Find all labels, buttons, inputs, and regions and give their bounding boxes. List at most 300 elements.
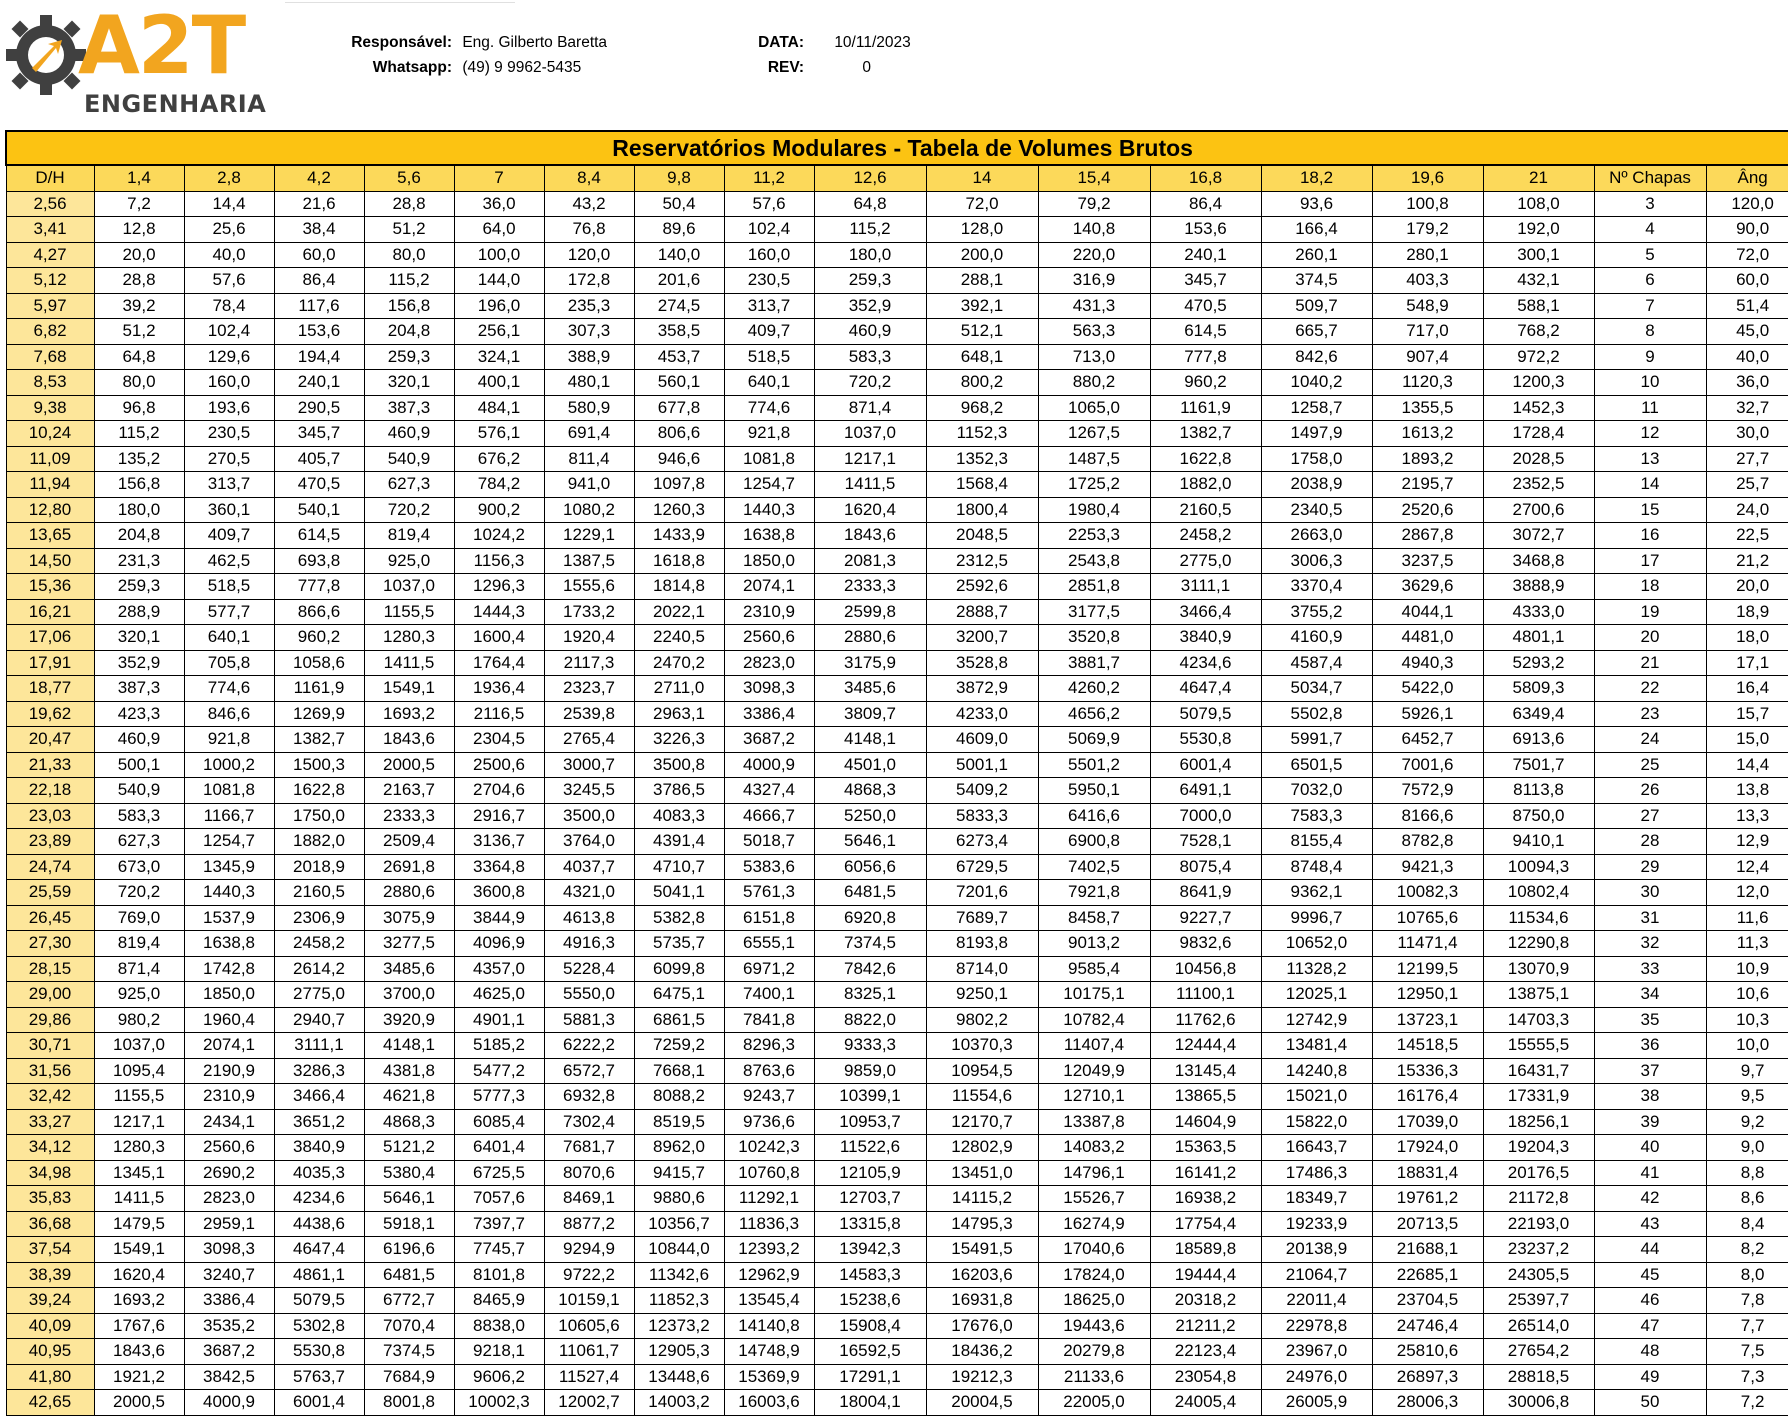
table-row: [6, 701, 1788, 727]
table-cell: 1095,4: [94, 1058, 184, 1084]
table-cell: 665,7: [1261, 319, 1372, 345]
table-cell: 1555,6: [544, 574, 634, 600]
table-cell: 5926,1: [1372, 701, 1483, 727]
table-cell: 2074,1: [724, 574, 814, 600]
table-cell: 11522,6: [814, 1135, 926, 1161]
table-cell: 1097,8: [634, 472, 724, 498]
table-cell: 6: [1594, 268, 1706, 294]
table-cell: 4000,9: [724, 752, 814, 778]
table-cell: 1229,1: [544, 523, 634, 549]
table-cell: 2959,1: [184, 1211, 274, 1237]
table-cell: 1882,0: [1150, 472, 1261, 498]
table-cell: 3520,8: [1038, 625, 1150, 651]
table-cell: 8001,8: [364, 1390, 454, 1416]
table-cell: 1166,7: [184, 803, 274, 829]
table-cell: 460,9: [364, 421, 454, 447]
table-cell: 2599,8: [814, 599, 926, 625]
table-cell: 705,8: [184, 650, 274, 676]
table-cell: 6971,2: [724, 956, 814, 982]
table-cell: 2333,3: [364, 803, 454, 829]
table-cell: 7583,3: [1261, 803, 1372, 829]
table-cell: 11342,6: [634, 1262, 724, 1288]
table-cell: 2509,4: [364, 829, 454, 855]
table-cell: 20138,9: [1261, 1237, 1372, 1263]
table-cell: 115,2: [814, 217, 926, 243]
table-cell: 4321,0: [544, 880, 634, 906]
table-cell: 2306,9: [274, 905, 364, 931]
table-cell: 12393,2: [724, 1237, 814, 1263]
table-cell: 2823,0: [724, 650, 814, 676]
table-cell: 980,2: [94, 1007, 184, 1033]
table-cell: 1037,0: [94, 1033, 184, 1059]
table-cell: 6725,5: [454, 1160, 544, 1186]
table-cell: 9585,4: [1038, 956, 1150, 982]
table-cell: 24,0: [1706, 497, 1788, 523]
table-cell: 4044,1: [1372, 599, 1483, 625]
table-cell: 2018,9: [274, 854, 364, 880]
table-cell: 509,7: [1261, 293, 1372, 319]
table-cell: 1920,4: [544, 625, 634, 651]
table-cell: 1638,8: [184, 931, 274, 957]
table-row: [6, 854, 1788, 880]
table-row: [6, 548, 1788, 574]
table-cell: 3485,6: [364, 956, 454, 982]
table-cell: 1024,2: [454, 523, 544, 549]
diameter-cell: 40,09: [6, 1313, 94, 1339]
table-cell: 8,0: [1706, 1262, 1788, 1288]
table-cell: 3500,8: [634, 752, 724, 778]
table-cell: 2775,0: [274, 982, 364, 1008]
table-cell: 25: [1594, 752, 1706, 778]
table-cell: 1549,1: [364, 676, 454, 702]
table-cell: 968,2: [926, 395, 1038, 421]
table-cell: 12950,1: [1372, 982, 1483, 1008]
table-cell: 5918,1: [364, 1211, 454, 1237]
table-cell: 40: [1594, 1135, 1706, 1161]
column-header: 15,4: [1038, 165, 1150, 191]
table-cell: 580,9: [544, 395, 634, 421]
whatsapp-label: Whatsapp:: [372, 59, 452, 76]
table-cell: 8822,0: [814, 1007, 926, 1033]
table-cell: 27: [1594, 803, 1706, 829]
table-cell: 86,4: [274, 268, 364, 294]
table-cell: 693,8: [274, 548, 364, 574]
table-cell: 194,4: [274, 344, 364, 370]
table-cell: 4501,0: [814, 752, 926, 778]
table-cell: 6481,5: [814, 880, 926, 906]
table-cell: 5646,1: [364, 1186, 454, 1212]
table-cell: 25397,7: [1483, 1288, 1594, 1314]
rev-label: REV:: [767, 59, 804, 76]
table-cell: 47: [1594, 1313, 1706, 1339]
table-cell: 19444,4: [1150, 1262, 1261, 1288]
table-cell: 115,2: [364, 268, 454, 294]
table-cell: 9832,6: [1150, 931, 1261, 957]
table-cell: 563,3: [1038, 319, 1150, 345]
table-cell: 2614,2: [274, 956, 364, 982]
table-cell: 39,2: [94, 293, 184, 319]
table-cell: 17040,6: [1038, 1237, 1150, 1263]
table-cell: 22005,0: [1038, 1390, 1150, 1416]
table-cell: 4438,6: [274, 1211, 364, 1237]
table-cell: 3840,9: [274, 1135, 364, 1161]
table-cell: 7: [1594, 293, 1706, 319]
table-cell: 3386,4: [184, 1288, 274, 1314]
table-cell: 11762,6: [1150, 1007, 1261, 1033]
table-cell: 3872,9: [926, 676, 1038, 702]
table-cell: 4656,2: [1038, 701, 1150, 727]
table-cell: 14604,9: [1150, 1109, 1261, 1135]
table-cell: 2823,0: [184, 1186, 274, 1212]
table-cell: 3466,4: [274, 1084, 364, 1110]
table-cell: 5079,5: [274, 1288, 364, 1314]
table-cell: 8,4: [1706, 1211, 1788, 1237]
table-cell: 6861,5: [634, 1007, 724, 1033]
table-cell: 3651,2: [274, 1109, 364, 1135]
table-cell: 14240,8: [1261, 1058, 1372, 1084]
table-cell: 5228,4: [544, 956, 634, 982]
table-cell: 14: [1594, 472, 1706, 498]
table-cell: 2160,5: [274, 880, 364, 906]
table-row: [6, 778, 1788, 804]
table-cell: 3466,4: [1150, 599, 1261, 625]
table-cell: 866,6: [274, 599, 364, 625]
table-cell: 23704,5: [1372, 1288, 1483, 1314]
table-cell: 31: [1594, 905, 1706, 931]
table-cell: 22685,1: [1372, 1262, 1483, 1288]
table-cell: 15021,0: [1261, 1084, 1372, 1110]
column-header: 4,2: [274, 165, 364, 191]
table-cell: 316,9: [1038, 268, 1150, 294]
table-cell: 484,1: [454, 395, 544, 421]
table-cell: 40,0: [1706, 344, 1788, 370]
table-cell: 431,3: [1038, 293, 1150, 319]
table-cell: 25,6: [184, 217, 274, 243]
table-row: [6, 1109, 1788, 1135]
table-cell: 4148,1: [364, 1033, 454, 1059]
table-cell: 38,4: [274, 217, 364, 243]
table-cell: 22: [1594, 676, 1706, 702]
table-cell: 19: [1594, 599, 1706, 625]
diameter-cell: 26,45: [6, 905, 94, 931]
table-cell: 24005,4: [1150, 1390, 1261, 1416]
diameter-cell: 11,09: [6, 446, 94, 472]
table-cell: 11554,6: [926, 1084, 1038, 1110]
table-cell: 17291,1: [814, 1364, 926, 1390]
table-cell: 14748,9: [724, 1339, 814, 1365]
table-cell: 230,5: [184, 421, 274, 447]
diameter-cell: 6,82: [6, 319, 94, 345]
table-cell: 140,8: [1038, 217, 1150, 243]
logo-subtitle: ENGENHARIA: [84, 90, 267, 118]
table-cell: 392,1: [926, 293, 1038, 319]
table-cell: 27,7: [1706, 446, 1788, 472]
table-cell: 21: [1594, 650, 1706, 676]
table-cell: 7,8: [1706, 1288, 1788, 1314]
table-cell: 1161,9: [274, 676, 364, 702]
diameter-cell: 18,77: [6, 676, 94, 702]
table-cell: 2916,7: [454, 803, 544, 829]
table-cell: 453,7: [634, 344, 724, 370]
table-cell: 10370,3: [926, 1033, 1038, 1059]
table-cell: 8088,2: [634, 1084, 724, 1110]
table-cell: 11852,3: [634, 1288, 724, 1314]
table-cell: 20176,5: [1483, 1160, 1594, 1186]
table-cell: 13481,4: [1261, 1033, 1372, 1059]
table-cell: 12,9: [1706, 829, 1788, 855]
table-cell: 7528,1: [1150, 829, 1261, 855]
diameter-cell: 29,86: [6, 1007, 94, 1033]
table-cell: 871,4: [814, 395, 926, 421]
table-cell: 12905,3: [634, 1339, 724, 1365]
diameter-cell: 15,36: [6, 574, 94, 600]
table-cell: 2310,9: [724, 599, 814, 625]
table-cell: 2240,5: [634, 625, 724, 651]
column-header: 1,4: [94, 165, 184, 191]
table-cell: 25810,6: [1372, 1339, 1483, 1365]
table-cell: 5018,7: [724, 829, 814, 855]
table-cell: 16938,2: [1150, 1186, 1261, 1212]
diameter-cell: 23,03: [6, 803, 94, 829]
table-cell: 2310,9: [184, 1084, 274, 1110]
table-cell: 78,4: [184, 293, 274, 319]
table-cell: 196,0: [454, 293, 544, 319]
table-cell: 32,7: [1706, 395, 1788, 421]
table-cell: 1280,3: [94, 1135, 184, 1161]
table-cell: 409,7: [724, 319, 814, 345]
table-cell: 45,0: [1706, 319, 1788, 345]
table-cell: 640,1: [724, 370, 814, 396]
table-cell: 470,5: [1150, 293, 1261, 319]
table-cell: 3098,3: [724, 676, 814, 702]
diameter-cell: 42,65: [6, 1390, 94, 1416]
table-cell: 5380,4: [364, 1160, 454, 1186]
table-cell: 3000,7: [544, 752, 634, 778]
table-cell: 39: [1594, 1109, 1706, 1135]
table-cell: 12290,8: [1483, 931, 1594, 957]
volume-table-container: [5, 130, 1788, 1416]
table-row: [6, 1339, 1788, 1365]
table-cell: 9722,2: [544, 1262, 634, 1288]
table-row: [6, 268, 1788, 294]
table-cell: 72,0: [926, 191, 1038, 217]
page-header: [0, 0, 1788, 128]
table-cell: 14003,2: [634, 1390, 724, 1416]
table-cell: 12,4: [1706, 854, 1788, 880]
table-cell: 8877,2: [544, 1211, 634, 1237]
table-cell: 11534,6: [1483, 905, 1594, 931]
table-cell: 260,1: [1261, 242, 1372, 268]
table-cell: 22978,8: [1261, 1313, 1372, 1339]
diameter-cell: 5,12: [6, 268, 94, 294]
table-cell: 10002,3: [454, 1390, 544, 1416]
table-cell: 140,0: [634, 242, 724, 268]
table-cell: 1725,2: [1038, 472, 1150, 498]
table-cell: 21211,2: [1150, 1313, 1261, 1339]
table-cell: 26005,9: [1261, 1390, 1372, 1416]
table-cell: 1728,4: [1483, 421, 1594, 447]
table-cell: 720,2: [94, 880, 184, 906]
table-cell: 4234,6: [274, 1186, 364, 1212]
table-cell: 28,8: [364, 191, 454, 217]
column-header: 5,6: [364, 165, 454, 191]
diameter-cell: 34,98: [6, 1160, 94, 1186]
table-cell: 7201,6: [926, 880, 1038, 906]
table-cell: 2000,5: [94, 1390, 184, 1416]
table-cell: 4916,3: [544, 931, 634, 957]
table-cell: 64,8: [814, 191, 926, 217]
table-cell: 3920,9: [364, 1007, 454, 1033]
table-cell: 806,6: [634, 421, 724, 447]
table-cell: 7374,5: [814, 931, 926, 957]
table-cell: 4613,8: [544, 905, 634, 931]
responsavel-value: Eng. Gilberto Baretta: [462, 34, 608, 51]
table-cell: 540,9: [94, 778, 184, 804]
table-cell: 768,2: [1483, 319, 1594, 345]
table-cell: 10782,4: [1038, 1007, 1150, 1033]
table-cell: 6401,4: [454, 1135, 544, 1161]
table-cell: 8465,9: [454, 1288, 544, 1314]
table-cell: 8101,8: [454, 1262, 544, 1288]
table-cell: 15526,7: [1038, 1186, 1150, 1212]
table-cell: 8763,6: [724, 1058, 814, 1084]
table-cell: 14115,2: [926, 1186, 1038, 1212]
table-cell: 588,1: [1483, 293, 1594, 319]
table-cell: 7402,5: [1038, 854, 1150, 880]
table-cell: 2663,0: [1261, 523, 1372, 549]
table-cell: 26897,3: [1372, 1364, 1483, 1390]
table-cell: 180,0: [814, 242, 926, 268]
table-cell: 8782,8: [1372, 829, 1483, 855]
table-cell: 42: [1594, 1186, 1706, 1212]
table-cell: 358,5: [634, 319, 724, 345]
table-cell: 3177,5: [1038, 599, 1150, 625]
table-cell: 8155,4: [1261, 829, 1372, 855]
table-cell: 7001,6: [1372, 752, 1483, 778]
table-cell: 36,0: [454, 191, 544, 217]
table-cell: 5991,7: [1261, 727, 1372, 753]
table-cell: 12373,2: [634, 1313, 724, 1339]
diameter-cell: 23,89: [6, 829, 94, 855]
table-cell: 4037,7: [544, 854, 634, 880]
table-cell: 20279,8: [1038, 1339, 1150, 1365]
table-cell: 18,0: [1706, 625, 1788, 651]
table-cell: 2117,3: [544, 650, 634, 676]
table-cell: 5777,3: [454, 1084, 544, 1110]
table-cell: 717,0: [1372, 319, 1483, 345]
table-cell: 2190,9: [184, 1058, 274, 1084]
table-cell: 60,0: [274, 242, 364, 268]
table-cell: 18625,0: [1038, 1288, 1150, 1314]
table-cell: 4587,4: [1261, 650, 1372, 676]
table-cell: 3687,2: [184, 1339, 274, 1365]
table-cell: 15491,5: [926, 1237, 1038, 1263]
table-cell: 1120,3: [1372, 370, 1483, 396]
table-cell: 9415,7: [634, 1160, 724, 1186]
diameter-cell: 31,56: [6, 1058, 94, 1084]
table-cell: 320,1: [94, 625, 184, 651]
table-cell: 3842,5: [184, 1364, 274, 1390]
table-row: [6, 217, 1788, 243]
table-cell: 10094,3: [1483, 854, 1594, 880]
column-header: Âng: [1706, 165, 1788, 191]
table-cell: 345,7: [274, 421, 364, 447]
table-cell: 1767,6: [94, 1313, 184, 1339]
table-cell: 1843,6: [94, 1339, 184, 1365]
table-cell: 3200,7: [926, 625, 1038, 651]
table-cell: 10954,5: [926, 1058, 1038, 1084]
table-cell: 10765,6: [1372, 905, 1483, 931]
table-cell: 201,6: [634, 268, 724, 294]
table-cell: 9802,2: [926, 1007, 1038, 1033]
table-cell: 9: [1594, 344, 1706, 370]
diameter-cell: 34,12: [6, 1135, 94, 1161]
table-cell: 60,0: [1706, 268, 1788, 294]
table-cell: 480,1: [544, 370, 634, 396]
table-cell: 3844,9: [454, 905, 544, 931]
table-cell: 20713,5: [1372, 1211, 1483, 1237]
table-cell: 9421,3: [1372, 854, 1483, 880]
table-cell: 4609,0: [926, 727, 1038, 753]
table-cell: 50: [1594, 1390, 1706, 1416]
table-cell: 548,9: [1372, 293, 1483, 319]
table-cell: 18436,2: [926, 1339, 1038, 1365]
table-cell: 1843,6: [814, 523, 926, 549]
table-cell: 460,9: [94, 727, 184, 753]
table-cell: 2520,6: [1372, 497, 1483, 523]
table-cell: 518,5: [724, 344, 814, 370]
table-cell: 1217,1: [94, 1109, 184, 1135]
table-cell: 5250,0: [814, 803, 926, 829]
table-cell: 6222,2: [544, 1033, 634, 1059]
table-cell: 13387,8: [1038, 1109, 1150, 1135]
table-cell: 21172,8: [1483, 1186, 1594, 1212]
table-cell: 8714,0: [926, 956, 1038, 982]
table-cell: 16003,6: [724, 1390, 814, 1416]
table-cell: 12049,9: [1038, 1058, 1150, 1084]
table-cell: 1764,4: [454, 650, 544, 676]
table-cell: 15369,9: [724, 1364, 814, 1390]
table-cell: 36,0: [1706, 370, 1788, 396]
column-header: 14: [926, 165, 1038, 191]
table-cell: 1156,3: [454, 548, 544, 574]
table-cell: 1433,9: [634, 523, 724, 549]
diameter-cell: 36,68: [6, 1211, 94, 1237]
table-cell: 10,6: [1706, 982, 1788, 1008]
table-cell: 6729,5: [926, 854, 1038, 880]
table-cell: 3755,2: [1261, 599, 1372, 625]
table-cell: 5833,3: [926, 803, 1038, 829]
table-cell: 518,5: [184, 574, 274, 600]
table-cell: 64,0: [454, 217, 544, 243]
table-cell: 3111,1: [274, 1033, 364, 1059]
diameter-cell: 10,24: [6, 421, 94, 447]
table-cell: 8296,3: [724, 1033, 814, 1059]
table-cell: 6196,6: [364, 1237, 454, 1263]
table-cell: 19204,3: [1483, 1135, 1594, 1161]
table-cell: 8962,0: [634, 1135, 724, 1161]
column-header: 16,8: [1150, 165, 1261, 191]
table-cell: 4940,3: [1372, 650, 1483, 676]
table-cell: 22193,0: [1483, 1211, 1594, 1237]
table-cell: 231,3: [94, 548, 184, 574]
table-cell: 8113,8: [1483, 778, 1594, 804]
table-cell: 1882,0: [274, 829, 364, 855]
table-cell: 7374,5: [364, 1339, 454, 1365]
table-cell: 240,1: [1150, 242, 1261, 268]
table-cell: 360,1: [184, 497, 274, 523]
table-cell: 240,1: [274, 370, 364, 396]
